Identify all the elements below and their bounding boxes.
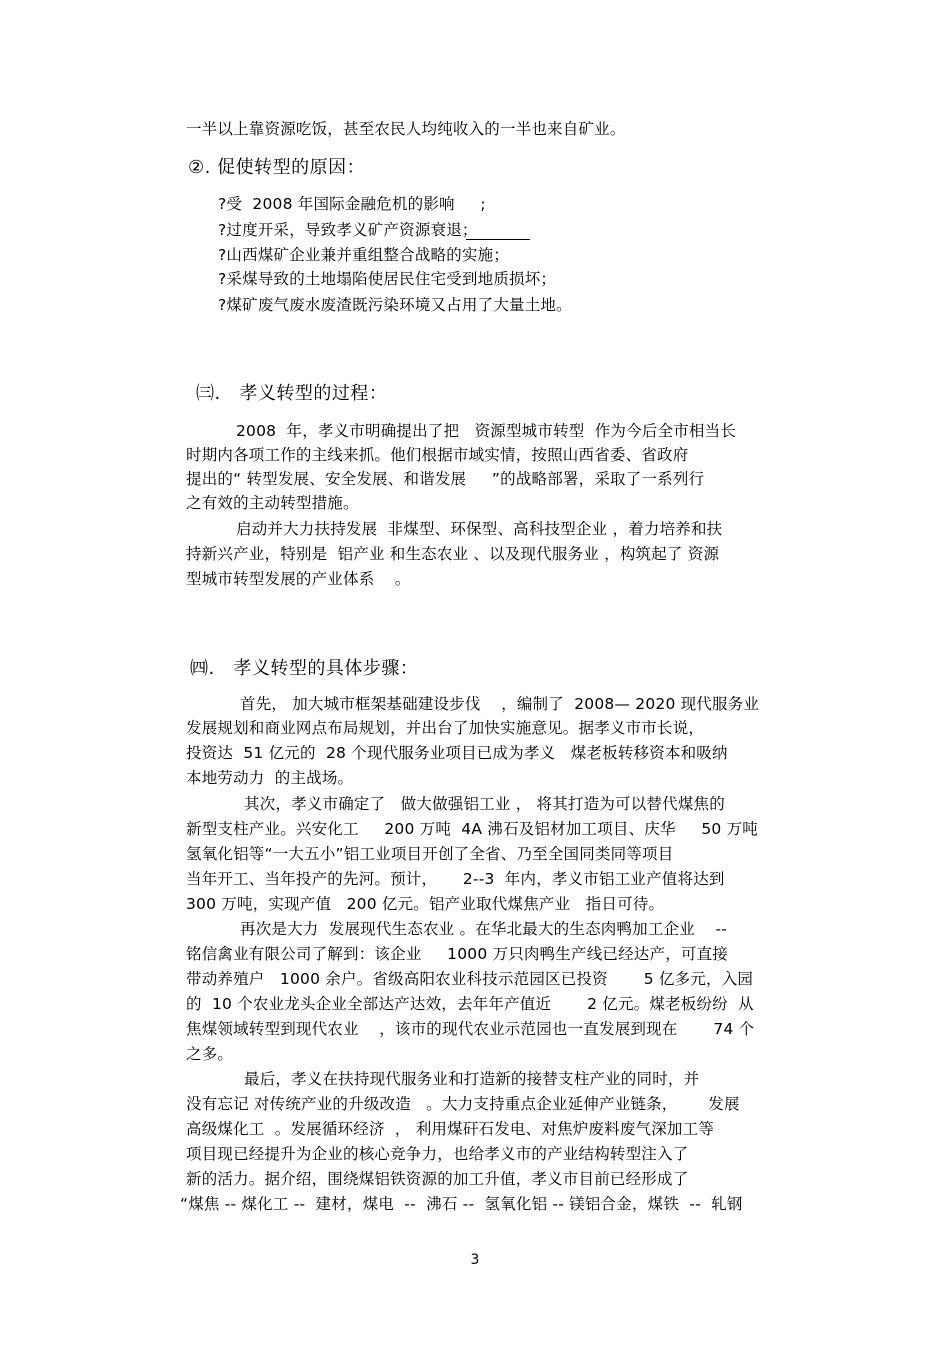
paragraph-line: 本地劳动力 的主战场。: [186, 769, 354, 787]
paragraph-line: 铭信禽业有限公司了解到：该企业 1000 万只肉鸭生产线已经达产，可直接: [186, 945, 729, 963]
underline-mark: [466, 239, 530, 240]
paragraph-line: 其次，孝义市确定了 做大做强铝工业 ， 将其打造为可以替代煤焦的: [244, 795, 725, 813]
paragraph-line: 投资达 51 亿元的 28 个现代服务业项目已成为孝义 煤老板转移资本和吸纳: [186, 744, 728, 762]
section4-heading: ㈣. 孝义转型的具体步骤：: [190, 658, 419, 679]
paragraph-line: 启动并大力扶持发展 非煤型、环保型、高科技型企业 ，着力培养和扶: [236, 520, 723, 538]
section2-heading: ②. 促使转型的原因：: [188, 157, 366, 178]
list-item: ?山西煤矿企业兼并重组整合战略的实施；: [218, 246, 510, 264]
paragraph-line: 之有效的主动转型措施。: [186, 494, 359, 512]
paragraph-line: 高级煤化工 。发展循环经济 ， 利用煤矸石发电、对焦炉废料废气深加工等: [186, 1120, 715, 1138]
paragraph-line: 再次是大力 发展现代生态农业 。在华北最大的生态肉鸭加工企业 --: [240, 920, 728, 938]
page-number: 3: [470, 1252, 480, 1268]
paragraph-line: 新型支柱产业。兴安化工 200 万吨 4A 沸石及铝材加工项目、庆华 50 万吨: [186, 820, 758, 838]
paragraph-line: 提出的“ 转型发展、安全发展、和谐发展 ”的战略部署，采取了一系列行: [186, 470, 705, 488]
list-item: ?采煤导致的土地塌陷使居民住宅受到地质损坏；: [218, 270, 557, 288]
paragraph-line: 没有忘记 对传统产业的升级改造 。大力支持重点企业延伸产业链条， 发展: [186, 1095, 740, 1113]
paragraph-line: 当年开工、当年投产的先河。预计， 2--3 年内，孝义市铝工业产值将达到: [186, 870, 725, 888]
paragraph-line: 的 10 个农业龙头企业全部达产达效，去年年产值近 2 亿元。煤老板纷纷 从: [186, 995, 754, 1013]
paragraph-line: 型城市转型发展的产业体系 。: [186, 570, 411, 588]
list-item: ?过度开采，导致孝义矿产资源衰退；: [218, 221, 478, 239]
paragraph-line: 焦煤领域转型到现代农业 ，该市的现代农业示范园也一直发展到现在 74 个: [186, 1020, 755, 1038]
paragraph-line: 带动养殖户 1000 余户。省级高阳农业科技示范园区已投资 5 亿多元，入园: [186, 970, 754, 988]
list-item: ?受 2008 年国际金融危机的影响 ;: [218, 195, 486, 213]
paragraph-line: 持新兴产业，特别是 铝产业 和生态农业 、以及现代服务业 ，构筑起了 资源: [186, 545, 720, 563]
paragraph-line: “煤焦 -- 煤化工 -- 建材，煤电 -- 沸石 -- 氢氧化铝 -- 镁铝合金，煤铁 -- 轧钢: [180, 1195, 743, 1213]
paragraph-line: 项目现已经提升为企业的核心竞争力，也给孝义市的产业结构转型注入了: [186, 1145, 689, 1163]
paragraph-line: 最后，孝义在扶持现代服务业和打造新的接替支柱产业的同时，并: [244, 1070, 700, 1088]
paragraph-line: 新的活力。据介绍，围绕煤铝铁资源的加工升值，孝义市目前已经形成了: [186, 1170, 689, 1188]
intro-line: 一半以上靠资源吃饭，甚至农民人均纯收入的一半也来自矿业。: [186, 120, 626, 138]
paragraph-line: 2008 年，孝义市明确提出了把 资源型城市转型 作为今后全市相当长: [236, 422, 737, 440]
section3-heading: ㈢. 孝义转型的过程：: [196, 383, 388, 404]
paragraph-line: 300 万吨，实现产值 200 亿元。铝产业取代煤焦产业 指日可待。: [186, 895, 665, 913]
paragraph-line: 氢氧化铝等“一大五小”铝工业项目开创了全省、乃至全国同类同等项目: [186, 845, 674, 863]
paragraph-line: 时期内各项工作的主线来抓。他们根据市域实情，按照山西省委、省政府: [186, 446, 689, 464]
paragraph-line: 首先， 加大城市框架基础建设步伐 ，编制了 2008— 2020 现代服务业: [240, 695, 760, 713]
paragraph-line: 之多。: [186, 1045, 234, 1063]
paragraph-line: 发展规划和商业网点布局规划，并出台了加快实施意见。据孝义市市长说，: [186, 719, 705, 737]
list-item: ?煤矿废气废水废渣既污染环境又占用了大量土地。: [218, 296, 572, 314]
